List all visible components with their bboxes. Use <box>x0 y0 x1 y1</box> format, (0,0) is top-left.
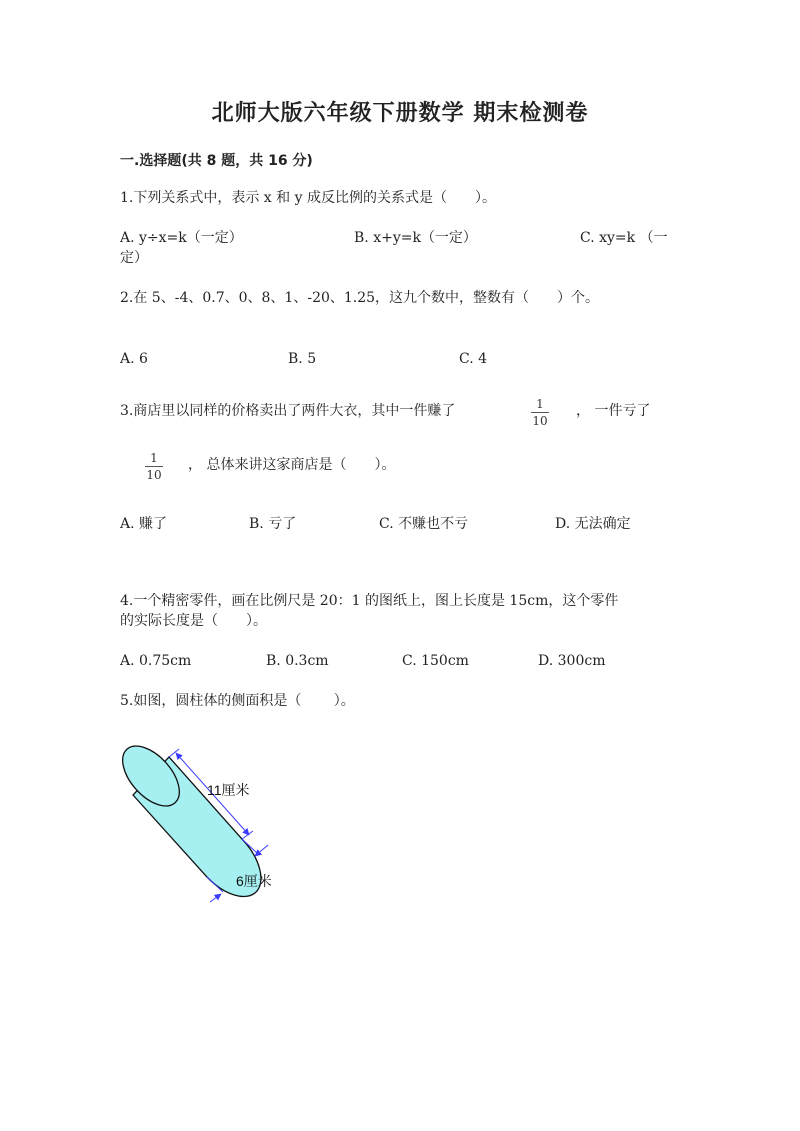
question-4-option-c: C. 150cm <box>402 653 469 669</box>
question-3-option-a: A. 赚了 <box>120 516 168 532</box>
question-1-option-c: C. xy=k （一 <box>580 230 668 246</box>
diameter-label: 6厘米 <box>236 873 272 889</box>
question-3-option-b: B. 亏了 <box>249 516 297 532</box>
length-extension-top <box>169 749 179 757</box>
fraction-bar <box>145 466 163 467</box>
cylinder-diagram <box>118 745 318 910</box>
question-2-option-b: B. 5 <box>288 351 317 367</box>
question-1-option-a: A. y÷x=k（一定） <box>120 230 243 246</box>
fraction-one-tenth-2 <box>145 451 163 482</box>
length-extension-bottom <box>242 831 253 839</box>
length-label: 11厘米 <box>207 782 250 798</box>
question-2-option-c: C. 4 <box>459 351 488 367</box>
question-1-option-b: B. x+y=k（一定） <box>354 230 477 246</box>
question-5-stem: 5.如图，圆柱体的侧面积是（ ）。 <box>120 693 355 709</box>
question-4-option-a: A. 0.75cm <box>120 653 192 669</box>
question-1-option-c-wrap: 定） <box>120 250 148 266</box>
section-heading: 一.选择题(共 8 题，共 16 分) <box>120 153 313 169</box>
diameter-arrow-a <box>255 845 268 856</box>
question-2-stem: 2.在 5、-4、0.7、0、8、1、-20、1.25，这九个数中，整数有（ ）个。 <box>120 290 600 306</box>
question-3-option-d: D. 无法确定 <box>555 516 631 532</box>
question-2-option-a: A. 6 <box>120 351 148 367</box>
question-4-stem-line1: 4.一个精密零件，画在比例尺是 20：1 的图纸上，图上长度是 15cm，这个零件 <box>120 593 619 609</box>
question-1-stem: 1.下列关系式中，表示 x 和 y 成反比例的关系式是（ ）。 <box>120 190 496 206</box>
cylinder-figure <box>118 745 318 914</box>
fraction-numerator: 1 <box>536 397 544 411</box>
fraction-numerator: 1 <box>150 451 158 465</box>
question-3-stem-b: ， 一件亏了 <box>576 403 651 419</box>
diameter-arrow-b <box>210 894 221 902</box>
question-4-stem-line2: 的实际长度是（ ）。 <box>120 613 267 629</box>
page-title: 北师大版六年级下册数学 期末检测卷 <box>211 101 589 126</box>
fraction-denominator: 10 <box>532 414 548 428</box>
fraction-bar <box>531 412 549 413</box>
fraction-denominator: 10 <box>146 468 162 482</box>
question-3-stem-a: 3.商店里以同样的价格卖出了两件大衣，其中一件赚了 <box>120 403 456 419</box>
question-3-stem-c: ， 总体来讲这家商店是（ ）。 <box>188 457 396 473</box>
question-4-option-d: D. 300cm <box>538 653 606 669</box>
question-4-option-b: B. 0.3cm <box>266 653 329 669</box>
question-3-option-c: C. 不赚也不亏 <box>379 516 469 532</box>
fraction-one-tenth-1 <box>531 397 549 428</box>
